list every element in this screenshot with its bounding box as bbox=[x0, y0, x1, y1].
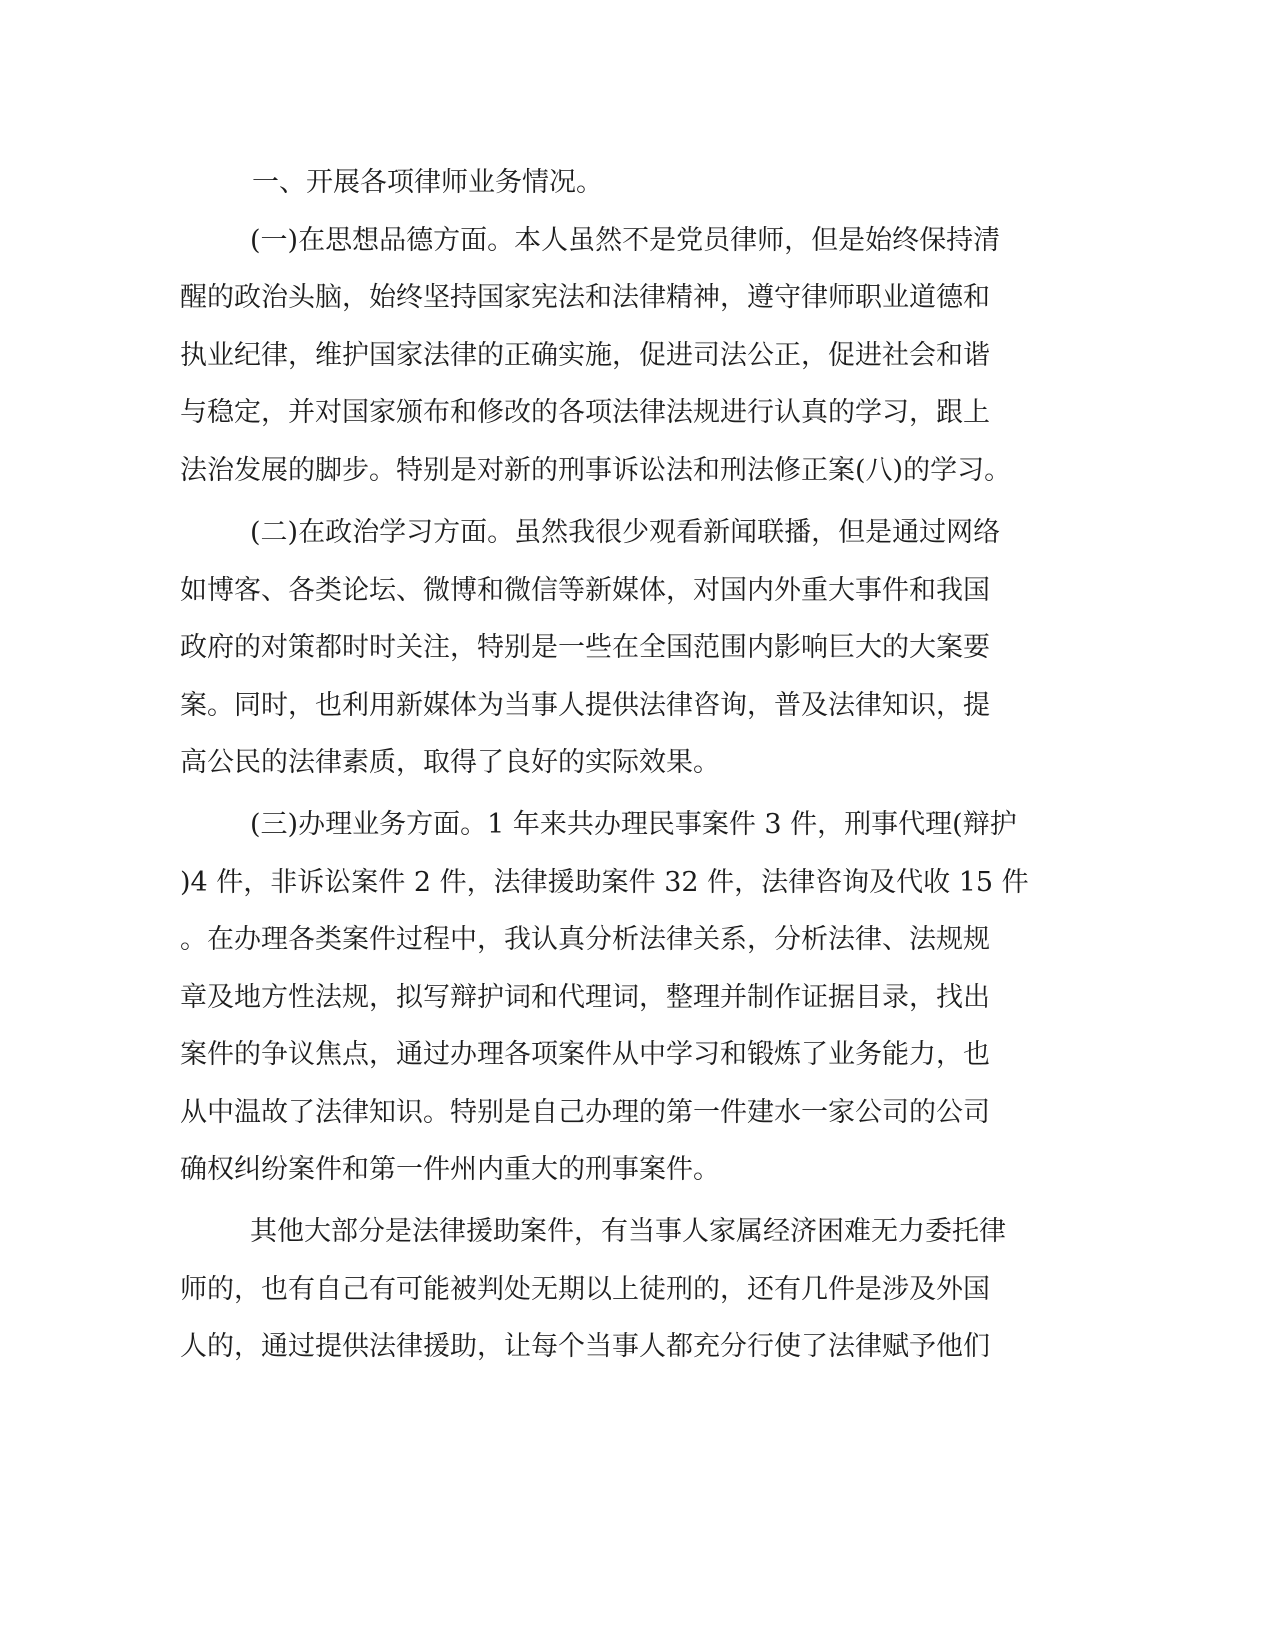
text-line: 人的，通过提供法律援助，让每个当事人都充分行使了法律赋予他们 bbox=[180, 1331, 990, 1362]
text-line: 确权纠纷案件和第一件州内重大的刑事案件。 bbox=[180, 1154, 720, 1185]
text-line: 与稳定，并对国家颁布和修改的各项法律法规进行认真的学习，跟上 bbox=[180, 397, 990, 428]
text-line: 师的，也有自己有可能被判处无期以上徒刑的，还有几件是涉及外国 bbox=[180, 1274, 990, 1305]
text-line: 法治发展的脚步。特别是对新的刑事诉讼法和刑法修正案(八)的学习。 bbox=[180, 455, 1012, 486]
text-line: 执业纪律，维护国家法律的正确实施，促进司法公正，促进社会和谐 bbox=[180, 340, 990, 371]
text-line: (一)在思想品德方面。本人虽然不是党员律师，但是始终保持清 bbox=[250, 225, 1001, 256]
text-line: 醒的政治头脑，始终坚持国家宪法和法律精神，遵守律师职业道德和 bbox=[180, 282, 990, 313]
text-line: (三)办理业务方面。1 年来共办理民事案件 3 件，刑事代理(辩护 bbox=[250, 809, 1017, 840]
text-line: 。在办理各类案件过程中，我认真分析法律关系，分析法律、法规规 bbox=[180, 924, 990, 955]
text-line: 一、开展各项律师业务情况。 bbox=[252, 167, 603, 198]
text-line: )4 件，非诉讼案件 2 件，法律援助案件 32 件，法律咨询及代收 15 件 bbox=[180, 867, 1029, 898]
text-line: 政府的对策都时时关注，特别是一些在全国范围内影响巨大的大案要 bbox=[180, 632, 990, 663]
text-line: 案件的争议焦点，通过办理各项案件从中学习和锻炼了业务能力，也 bbox=[180, 1039, 990, 1070]
text-line: 其他大部分是法律援助案件，有当事人家属经济困难无力委托律 bbox=[250, 1216, 1006, 1247]
text-line: (二)在政治学习方面。虽然我很少观看新闻联播，但是通过网络 bbox=[250, 517, 1001, 548]
text-line: 章及地方性法规，拟写辩护词和代理词，整理并制作证据目录，找出 bbox=[180, 982, 990, 1013]
text-line: 如博客、各类论坛、微博和微信等新媒体，对国内外重大事件和我国 bbox=[180, 575, 990, 606]
text-line: 案。同时，也利用新媒体为当事人提供法律咨询，普及法律知识，提 bbox=[180, 690, 990, 721]
text-line: 高公民的法律素质，取得了良好的实际效果。 bbox=[180, 747, 720, 778]
text-line: 从中温故了法律知识。特别是自己办理的第一件建水一家公司的公司 bbox=[180, 1097, 990, 1128]
